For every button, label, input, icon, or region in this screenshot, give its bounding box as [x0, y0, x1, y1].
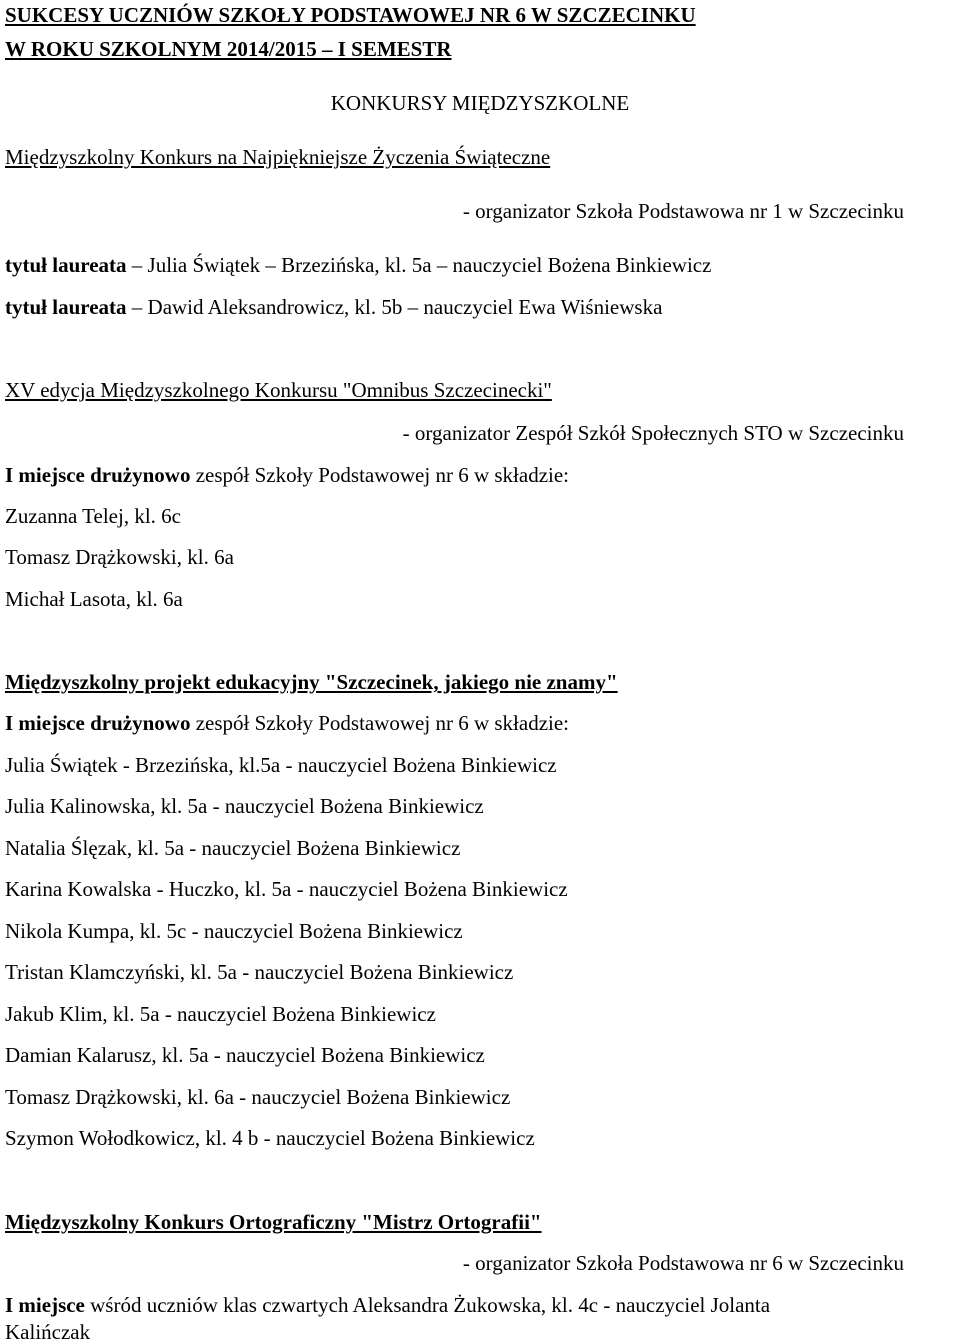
team-member: Tomasz Drążkowski, kl. 6a	[5, 545, 234, 569]
contest-4-title: Międzyszkolny Konkurs Ortograficzny "Mistrz Ortografii"	[5, 1210, 542, 1234]
team-member: Szymon Wołodkowicz, kl. 4 b - nauczyciel Bożena Binkiewicz	[5, 1126, 535, 1150]
contest-4-place-continued: Kalińczak	[5, 1320, 91, 1344]
contest-4-place	[5, 1293, 770, 1317]
contest-1-result-1	[5, 253, 711, 277]
contest-2-place	[5, 463, 569, 487]
contest-1-result-2	[5, 295, 662, 319]
contest-4-organizer: - organizator Szkoła Podstawowa nr 6 w Szczecinku	[462, 1251, 904, 1275]
team-member: Nikola Kumpa, kl. 5c - nauczyciel Bożena Binkiewicz	[5, 919, 463, 943]
place-text: wśród uczniów klas czwartych Aleksandra Żukowska, kl. 4c - nauczyciel Jolanta	[90, 1293, 771, 1317]
place-prefix: I miejsce drużynowo	[5, 463, 191, 487]
result-prefix: tytuł laureata	[5, 253, 127, 277]
team-member: Michał Lasota, kl. 6a	[5, 587, 183, 611]
document-title-line-1: SUKCESY UCZNIÓW SZKOŁY PODSTAWOWEJ NR 6 W SZCZECINKU	[5, 3, 696, 27]
team-member: Julia Świątek - Brzezińska, kl.5a - nauczyciel Bożena Binkiewicz	[5, 753, 557, 777]
contest-2-organizer: - organizator Zespół Szkół Społecznych STO w Szczecinku	[402, 421, 904, 445]
contest-3-place	[5, 711, 569, 735]
place-prefix: I miejsce	[5, 1293, 85, 1317]
result-text: – Dawid Aleksandrowicz, kl. 5b – nauczyciel Ewa Wiśniewska	[131, 295, 663, 319]
place-prefix: I miejsce drużynowo	[5, 711, 191, 735]
result-prefix: tytuł laureata	[5, 295, 127, 319]
contest-1-title: Międzyszkolny Konkurs na Najpiękniejsze Życzenia Świąteczne	[5, 145, 551, 169]
place-text: zespół Szkoły Podstawowej nr 6 w składzie:	[195, 463, 570, 487]
team-member: Julia Kalinowska, kl. 5a - nauczyciel Bożena Binkiewicz	[5, 794, 484, 818]
team-member: Damian Kalarusz, kl. 5a - nauczyciel Bożena Binkiewicz	[5, 1043, 485, 1067]
section-heading: KONKURSY MIĘDZYSZKOLNE	[330, 91, 630, 115]
document-title-line-2: W ROKU SZKOLNYM 2014/2015 – I SEMESTR	[5, 37, 452, 61]
contest-3-title: Międzyszkolny projekt edukacyjny "Szczecinek, jakiego nie znamy"	[5, 670, 618, 694]
contest-2-title: XV edycja Międzyszkolnego Konkursu "Omnibus Szczecinecki"	[5, 378, 552, 402]
team-member: Karina Kowalska - Huczko, kl. 5a - nauczyciel Bożena Binkiewicz	[5, 877, 568, 901]
team-member: Tomasz Drążkowski, kl. 6a - nauczyciel Bożena Binkiewicz	[5, 1085, 511, 1109]
contest-1-organizer: - organizator Szkoła Podstawowa nr 1 w Szczecinku	[462, 199, 904, 223]
team-member: Zuzanna Telej, kl. 6c	[5, 504, 181, 528]
team-member: Jakub Klim, kl. 5a - nauczyciel Bożena Binkiewicz	[5, 1002, 436, 1026]
place-text: zespół Szkoły Podstawowej nr 6 w składzie:	[195, 711, 570, 735]
team-member: Natalia Ślęzak, kl. 5a - nauczyciel Bożena Binkiewicz	[5, 836, 461, 860]
team-member: Tristan Klamczyński, kl. 5a - nauczyciel Bożena Binkiewicz	[5, 960, 514, 984]
result-text: – Julia Świątek – Brzezińska, kl. 5a – nauczyciel Bożena Binkiewicz	[131, 253, 712, 277]
